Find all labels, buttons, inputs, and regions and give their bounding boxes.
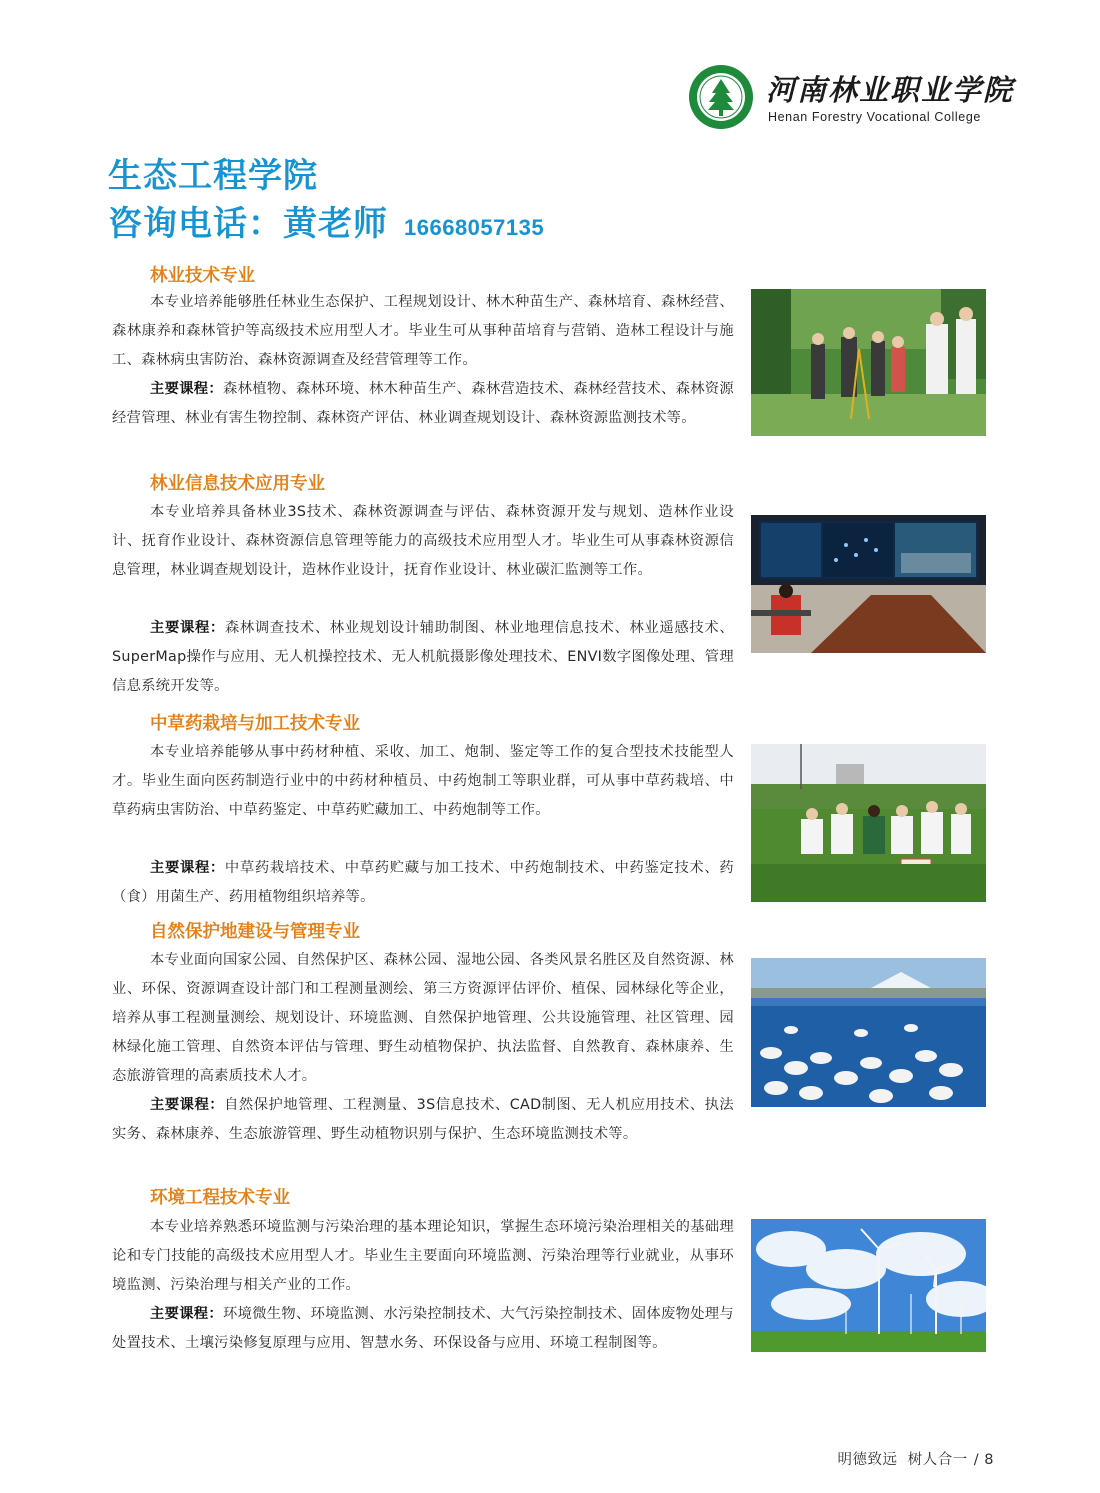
major-title: 林业信息技术应用专业 [150,474,325,494]
major-intro: 本专业面向国家公园、自然保护区、森林公园、湿地公园、各类风景名胜区及自然资源、林业、环保、资源调查设计部门和工程测量测绘、第三方资源评估评价、植保、园林绿化等企业，培养从事工程测量测绘、规划设计、环境监测、自然保护地管理、公共设施管理、社区管理、园林绿化施工管理、自然资本评估与管理、野生动植物保护、执法监督、自然教育、森林康养、生态旅游管理的高素质技术人才。 [112,952,734,1084]
course-label: 主要课程： [150,381,223,397]
course-label: 主要课程： [150,620,225,636]
major-section-forestry-technology [112,262,737,462]
major-intro: 本专业培养熟悉环境监测与污染治理的基本理论知识，掌握生态环境污染治理相关的基础理论和专门技能的高级技术应用型人才。毕业生主要面向环境监测、污染治理等行业就业，从事环境监测、污染治理与相关产业的工作。 [112,1219,734,1293]
course-label: 主要课程： [150,1097,225,1113]
major-section-herbal-medicine [112,710,737,910]
swan-lake-photo [751,958,986,1107]
major-courses [112,854,734,912]
college-logo [688,64,1018,132]
major-section-environmental-engineering [112,1184,737,1384]
course-list: 森林植物、森林环境、林木种苗生产、森林营造技术、森林经营技术、森林资源经营管理、林业有害生物控制、森林资产评估、林业调查规划设计、森林资源监测技术等。 [112,381,734,426]
course-label: 主要课程： [150,860,225,876]
course-list: 环境微生物、环境监测、水污染控制技术、大气污染控制技术、固体废物处理与处置技术、土壤污染修复原理与应用、智慧水务、环保设备与应用、环境工程制图等。 [112,1306,734,1351]
course-list: 森林调查技术、林业规划设计辅助制图、林业地理信息技术、林业遥感技术、SuperMap操作与应用、无人机操控技术、无人机航摄影像处理技术、ENVI数字图像处理、管理信息系统开发等。 [112,620,734,694]
major-intro: 本专业培养能够从事中药材种植、采收、加工、炮制、鉴定等工作的复合型技术技能型人才。毕业生面向医药制造行业中的中药材种植员、中药炮制工等职业群，可从事中草药栽培、中草药病虫害防治、中草药鉴定、中草药贮藏加工、中药炮制等工作。 [112,744,734,818]
major-section-nature-reserve [112,918,737,1178]
course-label: 主要课程： [150,1306,223,1322]
major-courses [112,375,734,433]
major-intro: 本专业培养具备林业3S技术、森林资源调查与评估、森林资源开发与规划、造林作业设计、抚育作业设计、森林资源信息管理等能力的高级技术应用型人才。毕业生可从事森林资源信息管理，林业调查规划设计，造林作业设计，抚育作业设计、林业碳汇监测等工作。 [112,504,734,578]
major-courses [112,1091,734,1149]
major-title: 中草药栽培与加工技术专业 [150,714,360,734]
major-title: 林业技术专业 [150,266,255,286]
page-footer [832,1448,994,1469]
course-list: 自然保护地管理、工程测量、3S信息技术、CAD制图、无人机应用技术、执法实务、森林康养、生态旅游管理、野生动植物识别与保护、生态环境监测技术等。 [112,1097,734,1142]
field-survey-photo [751,289,986,436]
major-title: 自然保护地建设与管理专业 [150,922,360,942]
contact-phone: 16668057135 [404,215,545,240]
control-room-photo [751,515,986,653]
college-name-en: Henan Forestry Vocational College [768,110,981,124]
college-seal-icon [688,64,754,130]
wind-turbine-photo [751,1219,986,1352]
major-section-forestry-info-technology [112,470,737,700]
major-courses [112,1300,734,1358]
contact-label: 咨询电话：黄老师 [108,204,388,244]
college-name-cn: 河南林业职业学院 [766,73,1015,107]
major-courses [112,614,734,701]
department-title: 生态工程学院 [108,156,318,196]
course-list: 中草药栽培技术、中草药贮藏与加工技术、中药炮制技术、中药鉴定技术、药（食）用菌生产、药用植物组织培养等。 [112,860,734,905]
herb-field-photo [751,744,986,902]
footer-motto: 明德致远 树人合一 [837,1452,968,1468]
major-title: 环境工程技术专业 [150,1188,290,1208]
contact-line [108,196,544,245]
page-number: / 8 [973,1452,994,1468]
major-intro: 本专业培养能够胜任林业生态保护、工程规划设计、林木种苗生产、森林培育、森林经营、森林康养和森林管护等高级技术应用型人才。毕业生可从事种苗培育与营销、造林工程设计与施工、森林病虫害防治、森林资源调查及经营管理等工作。 [112,294,734,368]
